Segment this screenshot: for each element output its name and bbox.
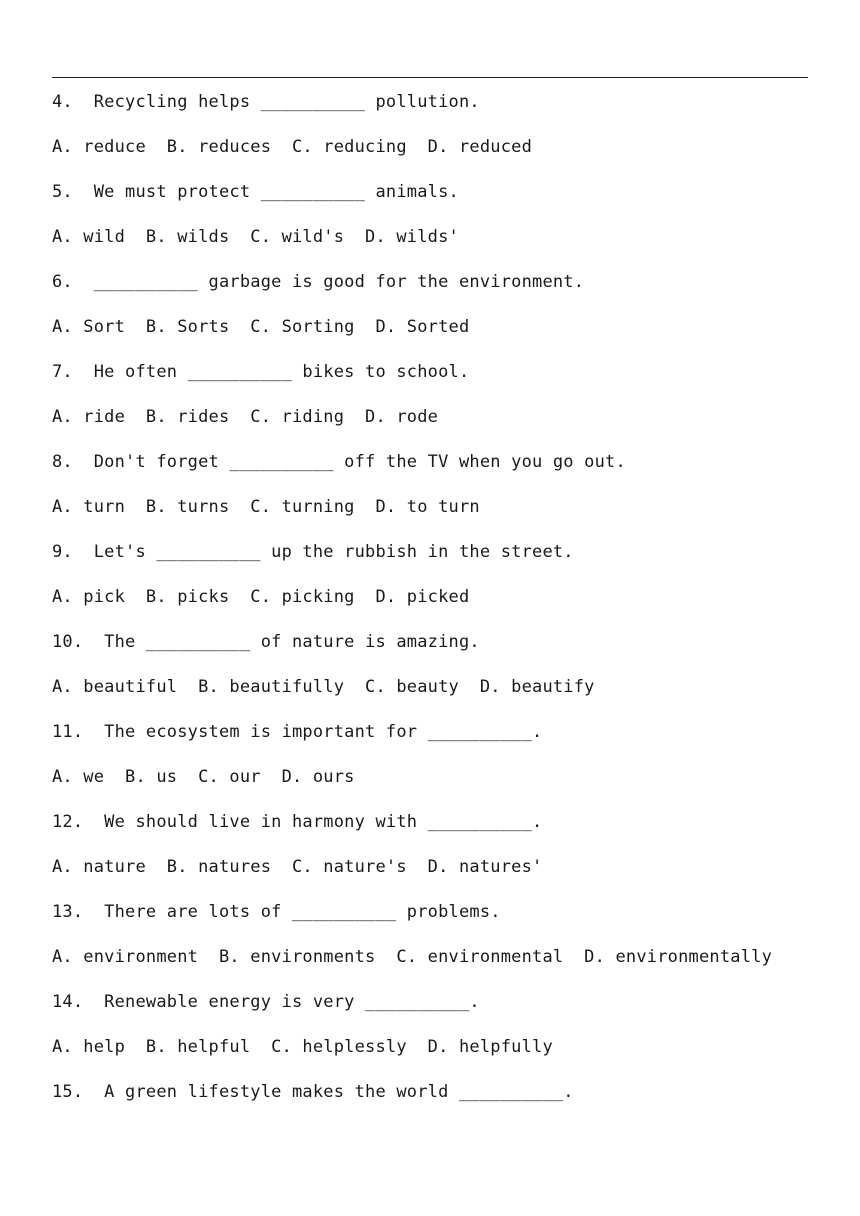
question-12-options: A. nature B. natures C. nature's D. natures' xyxy=(52,857,543,877)
question-5-stem: 5. We must protect __________ animals. xyxy=(52,182,459,202)
question-13-stem: 13. There are lots of __________ problems. xyxy=(52,902,501,922)
question-6-options: A. Sort B. Sorts C. Sorting D. Sorted xyxy=(52,317,470,337)
question-list xyxy=(52,90,832,1125)
question-7-options: A. ride B. rides C. riding D. rode xyxy=(52,407,439,427)
question-10-options: A. beautiful B. beautifully C. beauty D. beautify xyxy=(52,677,595,697)
question-13-options: A. environment B. environments C. environmental D. environmentally xyxy=(52,947,773,967)
question-14-options: A. help B. helpful C. helplessly D. helpfully xyxy=(52,1037,553,1057)
question-6-stem: 6. __________ garbage is good for the environment. xyxy=(52,272,585,292)
question-7-stem: 7. He often __________ bikes to school. xyxy=(52,362,470,382)
question-10-stem: 10. The __________ of nature is amazing. xyxy=(52,632,480,652)
question-8-options: A. turn B. turns C. turning D. to turn xyxy=(52,497,480,517)
question-11-options: A. we B. us C. our D. ours xyxy=(52,767,355,787)
header-rule xyxy=(52,77,808,78)
question-9-stem: 9. Let's __________ up the rubbish in the street. xyxy=(52,542,574,562)
question-14-stem: 14. Renewable energy is very __________. xyxy=(52,992,480,1012)
question-8-stem: 8. Don't forget __________ off the TV when you go out. xyxy=(52,452,626,472)
question-11-stem: 11. The ecosystem is important for __________. xyxy=(52,722,543,742)
question-12-stem: 12. We should live in harmony with __________. xyxy=(52,812,543,832)
question-15-stem: 15. A green lifestyle makes the world __________. xyxy=(52,1082,574,1102)
question-5-options: A. wild B. wilds C. wild's D. wilds' xyxy=(52,227,459,247)
question-9-options: A. pick B. picks C. picking D. picked xyxy=(52,587,470,607)
question-4-stem: 4. Recycling helps __________ pollution. xyxy=(52,92,480,112)
question-4-options: A. reduce B. reduces C. reducing D. reduced xyxy=(52,137,533,157)
